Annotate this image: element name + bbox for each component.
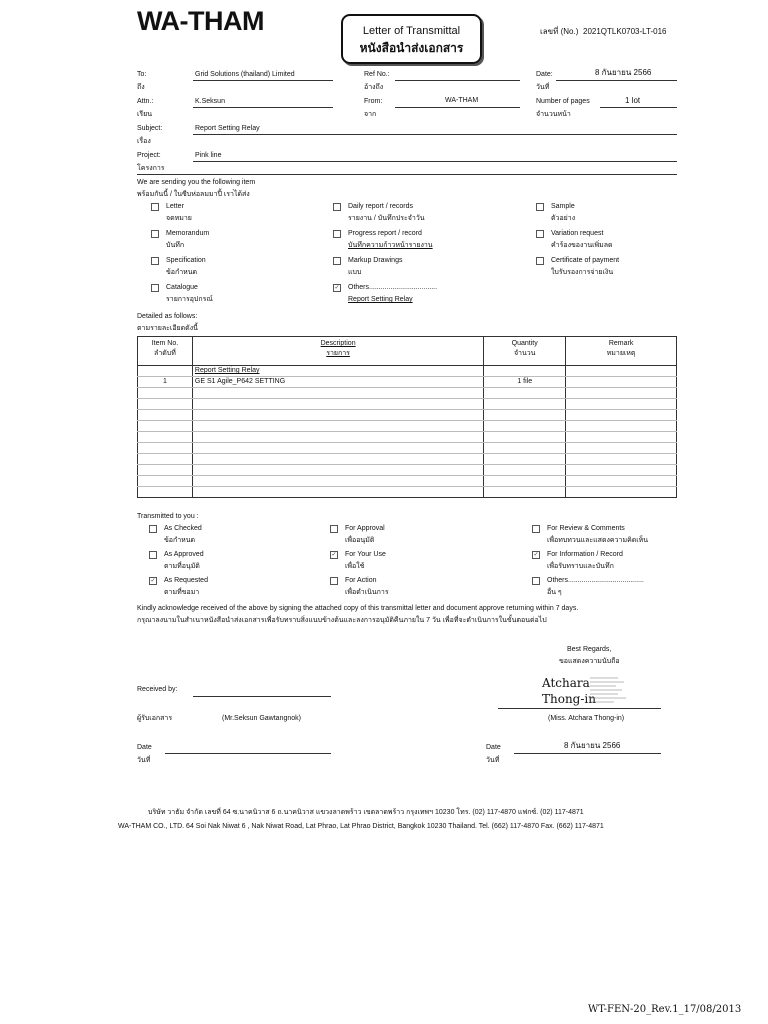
details-label-th: ตามรายละเอียดดังนี้: [137, 325, 198, 332]
sending-col3-label-2: Certificate of payment: [551, 257, 620, 264]
sending-col2-label-th-3: Report Setting Relay: [348, 296, 413, 303]
transmitted-col1-label-th-2: ตามที่ขอมา: [164, 589, 200, 596]
sender-date-label: Date: [486, 744, 501, 751]
table-row: [138, 399, 677, 410]
cell-remark: [566, 421, 677, 432]
received-by-label: Received by:: [137, 686, 178, 693]
transmitted-col3-label-th-1: เพื่อรับทราบและบันทึก: [547, 563, 614, 570]
digital-signature-stamp: [588, 674, 630, 706]
cell-desc: [192, 443, 483, 454]
sending-col1-label-1: Memorandum: [166, 230, 210, 237]
cell-desc: [192, 399, 483, 410]
acknowledge-en: Kindly acknowledge received of the above by signing the attached copy of this transmittal letter and document approve returning within 7 days.: [137, 605, 579, 612]
cell-desc: [192, 487, 483, 498]
pages-label-th: จำนวนหน้า: [536, 111, 571, 118]
cell-qty: [484, 454, 566, 465]
header-item-th: ลำดับที่: [154, 350, 176, 357]
transmitted-col2-label-th-2: เพื่อดำเนินการ: [345, 589, 389, 596]
receiver-name: (Mr.Seksun Gawtangnok): [222, 715, 301, 722]
header-remark-th: หมายเหตุ: [606, 350, 636, 357]
sending-col3-checkbox-1[interactable]: [536, 230, 544, 238]
transmitted-col3-checkbox-0[interactable]: [532, 525, 540, 533]
sending-col1-checkbox-3[interactable]: [151, 284, 159, 292]
cell-qty: [484, 476, 566, 487]
cell-remark: [566, 476, 677, 487]
header-desc-th: รายการ: [326, 350, 350, 357]
cell-item: 1: [138, 377, 193, 388]
sending-col3-label-th-1: คำร้องของานเพิ่มลด: [551, 242, 613, 249]
cell-item: [138, 454, 193, 465]
table-row: [138, 487, 677, 498]
title-th: หนังสือนำส่งเอกสาร: [359, 41, 464, 55]
table-row: [138, 465, 677, 476]
cell-item: [138, 487, 193, 498]
project-label-th: โครงการ: [137, 165, 165, 172]
transmitted-col3-label-th-0: เพื่อทบทวนและแสดงความคิดเห็น: [547, 537, 649, 544]
items-table: [137, 336, 677, 498]
acknowledge-th: กรุณาลงนามในสำเนาหนังสือนำส่งเอกสารเพื่อรับทราบสิ่งแนบข้างต้นและลงการอนุมัติคืนภายใน 7 วัน เพื่อที่จะดำเนินการในขั้นตอนต่อไป: [137, 617, 547, 624]
header-qty-en: Quantity: [511, 340, 538, 347]
transmitted-col2-label-th-1: เพื่อใช้: [345, 563, 365, 570]
title-en: Letter of Transmittal: [362, 25, 461, 37]
cell-desc: [192, 421, 483, 432]
sending-col3-label-1: Variation request: [551, 230, 604, 237]
project-value: Pink line: [195, 152, 222, 159]
transmitted-col1-label-th-1: ตามที่อนุมัติ: [164, 563, 200, 570]
to-value: Grid Solutions (thailand) Limited: [195, 71, 295, 78]
cell-remark: [566, 388, 677, 399]
sending-col2-label-th-0: รายงาน / บันทึกประจำวัน: [348, 215, 425, 222]
date-label: Date:: [536, 71, 553, 78]
cell-item: [138, 366, 193, 377]
subject-label-th: เรื่อง: [137, 138, 151, 145]
sender-date-label-th: วันที่: [486, 757, 500, 764]
document-title-box: [341, 14, 482, 64]
sending-col1-checkbox-2[interactable]: [151, 257, 159, 265]
digital-signature-icon: [588, 674, 630, 706]
transmitted-col1-checkbox-0[interactable]: [149, 525, 157, 533]
header-desc-en: Description: [320, 340, 356, 347]
table-row: [138, 421, 677, 432]
sending-col1-checkbox-0[interactable]: [151, 203, 159, 211]
sending-intro-th: พร้อมกันนี้ / ในซีบห่อลมมาปี้ เรา่ได้ส่ง: [137, 191, 250, 198]
sending-col2-checkbox-3[interactable]: ✓: [334, 285, 340, 291]
sender-name: (Miss. Atchara Thong-in): [548, 715, 625, 722]
cell-remark: [566, 410, 677, 421]
table-row: [138, 388, 677, 399]
project-label: Project:: [137, 152, 161, 159]
sending-col1-label-th-0: จดหมาย: [166, 215, 192, 222]
sending-col1-label-0: Letter: [166, 203, 184, 210]
sending-col3-checkbox-0[interactable]: [536, 203, 544, 211]
cell-qty: [484, 443, 566, 454]
cell-qty: [484, 410, 566, 421]
cell-remark: [566, 487, 677, 498]
date-value: 8 กันยายน 2566: [595, 68, 652, 77]
sender-date-value: 8 กันยายน 2566: [564, 741, 621, 750]
transmitted-col2-label-th-0: เพื่ออนุมัติ: [345, 537, 375, 544]
subject-label: Subject:: [137, 125, 163, 132]
pages-value: 1 lot: [625, 96, 641, 105]
table-row: [138, 410, 677, 421]
sending-col1-label-3: Catalogue: [166, 284, 198, 291]
table-row: [138, 454, 677, 465]
cell-remark: [566, 443, 677, 454]
signature-name-1: Atchara: [542, 676, 590, 690]
cell-desc: [192, 432, 483, 443]
ref-label: Ref No.:: [364, 71, 390, 78]
transmitted-col2-checkbox-0[interactable]: [330, 525, 338, 533]
form-code: WT-FEN-20_Rev.1_17/08/2013: [588, 1004, 742, 1015]
from-label-th: จาก: [364, 111, 377, 118]
attn-label: Attn.:: [137, 98, 154, 105]
transmitted-col2-checkbox-2[interactable]: [330, 577, 338, 585]
transmitted-col3-label-2: Others.......................................: [547, 577, 644, 584]
table-row: [138, 432, 677, 443]
sending-col1-checkbox-1[interactable]: [151, 230, 159, 238]
sending-col2-checkbox-2[interactable]: [333, 257, 341, 265]
company-logo: WA-THAM: [137, 6, 264, 36]
date-label-th: วันที่: [536, 84, 550, 91]
receiver-date-label-th: วันที่: [137, 757, 151, 764]
transmitted-col2-checkbox-1[interactable]: ✓: [331, 552, 337, 558]
cell-item: [138, 388, 193, 399]
cell-remark: [566, 377, 677, 388]
cell-desc: [192, 388, 483, 399]
sending-col1-label-2: Specification: [166, 257, 206, 264]
transmitted-col2-label-0: For Approval: [345, 525, 385, 532]
sending-col2-checkbox-1[interactable]: [333, 230, 341, 238]
regards-en: Best Regards,: [567, 646, 612, 653]
attn-label-th: เรียน: [137, 111, 153, 118]
sending-col3-checkbox-2[interactable]: [536, 257, 544, 265]
cell-item: [138, 432, 193, 443]
sending-col3-label-0: Sample: [551, 203, 575, 210]
sending-col2-checkbox-0[interactable]: [333, 203, 341, 211]
doc-no-label: เลขที่ (No.): [540, 27, 579, 36]
cell-desc: Report Setting Relay: [192, 366, 483, 377]
table-row: [138, 377, 677, 388]
table-row: [138, 476, 677, 487]
sending-col2-label-th-2: แบบ: [348, 269, 362, 276]
sending-col2-label-2: Markup Drawings: [348, 257, 403, 264]
regards-th: ขอแสดงความนับถือ: [559, 658, 620, 665]
cell-remark: [566, 454, 677, 465]
cell-qty: [484, 487, 566, 498]
transmitted-col1-label-1: As Approved: [164, 551, 204, 558]
ref-label-th: อ้างถึง: [364, 84, 384, 91]
transmitted-col3-label-0: For Review & Comments: [547, 525, 625, 532]
sending-intro-en: We are sending you the following item: [137, 179, 256, 186]
pages-label: Number of pages: [536, 98, 590, 105]
cell-qty: [484, 421, 566, 432]
sending-col2-label-3: Others...................................: [348, 284, 438, 291]
cell-item: [138, 421, 193, 432]
transmitted-col2-label-2: For Action: [345, 577, 377, 584]
sending-col2-label-1: Progress report / record: [348, 230, 422, 237]
cell-item: [138, 443, 193, 454]
details-label-en: Detailed as follows:: [137, 313, 198, 320]
transmitted-col2-label-1: For Your Use: [345, 551, 386, 558]
cell-remark: [566, 399, 677, 410]
sending-col2-label-th-1: บันทึกความก้าวหน้ารายงาน: [348, 242, 433, 249]
from-value: WA-THAM: [445, 97, 479, 104]
to-label: To:: [137, 71, 147, 78]
receiver-date-label: Date: [137, 744, 152, 751]
sending-col3-label-th-0: ตัวอย่าง: [551, 215, 576, 222]
footer-en: WA-THAM CO., LTD. 64 Soi Nak Niwat 6 , Nak Niwat Road, Lat Phrao, Lat Phrao District, Bangkok 10230 Thailand. Tel. (662) 117-4870 Fax. (662) 117-4871: [118, 823, 604, 830]
table-row: [138, 366, 677, 377]
attn-value: K.Seksun: [195, 98, 225, 105]
sending-col1-label-th-1: บันทึก: [166, 242, 185, 249]
transmitted-col1-label-th-0: ข้อกำหนด: [164, 537, 196, 544]
transmitted-col3-checkbox-2[interactable]: [532, 577, 540, 585]
cell-item: [138, 410, 193, 421]
cell-item: [138, 465, 193, 476]
cell-desc: [192, 465, 483, 476]
cell-remark: [566, 465, 677, 476]
sending-col3-label-th-2: ใบรับรองการจ่ายเงิน: [551, 269, 614, 276]
transmitted-col1-checkbox-2[interactable]: ✓: [150, 578, 156, 584]
header-qty-th: จำนวน: [513, 350, 536, 357]
footer-th: บริษัท วาธัม จำกัด เลขที่ 64 ซ.นาคนิวาส 6 ถ.นาคนิวาส แขวงลาดพร้าว เขตลาดพร้าว กรุงเทพฯ 10230 โทร. (02) 117-4870 แฟกซ์. (02) 117-4871: [148, 809, 584, 816]
sending-col2-label-0: Daily report / records: [348, 203, 413, 210]
from-label: From:: [364, 98, 383, 105]
signature-name-2: Thong-in: [542, 692, 596, 706]
cell-qty: [484, 399, 566, 410]
cell-remark: [566, 366, 677, 377]
transmitted-col1-label-0: As Checked: [164, 525, 202, 532]
sending-col1-label-th-3: รายการอุปกรณ์: [166, 296, 213, 303]
table-row: [138, 443, 677, 454]
subject-value: Report Setting Relay: [195, 125, 260, 132]
cell-item: [138, 476, 193, 487]
transmitted-col3-checkbox-1[interactable]: ✓: [533, 552, 539, 558]
cell-qty: [484, 366, 566, 377]
sending-col1-label-th-2: ข้อกำหนด: [166, 269, 198, 276]
transmitted-label: Transmitted to you :: [137, 513, 199, 520]
header-remark-en: Remark: [608, 340, 634, 347]
doc-no-value: 2021QTLK0703-LT-016: [583, 27, 667, 36]
cell-qty: [484, 432, 566, 443]
transmitted-col1-label-2: As Requested: [164, 577, 208, 584]
to-label-th: ถึง: [137, 84, 145, 91]
cell-qty: 1 file: [484, 377, 566, 388]
transmitted-col1-checkbox-1[interactable]: [149, 551, 157, 559]
cell-desc: [192, 476, 483, 487]
header-item-en: Item No.: [151, 340, 179, 347]
cell-qty: [484, 465, 566, 476]
transmitted-col3-label-1: For Information / Record: [547, 551, 623, 558]
transmitted-col3-label-th-2: อื่น ๆ: [547, 589, 562, 596]
cell-item: [138, 399, 193, 410]
cell-desc: GE S1 Agile_P642 SETTING: [192, 377, 483, 388]
cell-qty: [484, 388, 566, 399]
receiver-label-th: ผู้รับเอกสาร: [137, 715, 173, 722]
cell-remark: [566, 432, 677, 443]
cell-desc: [192, 410, 483, 421]
cell-desc: [192, 454, 483, 465]
